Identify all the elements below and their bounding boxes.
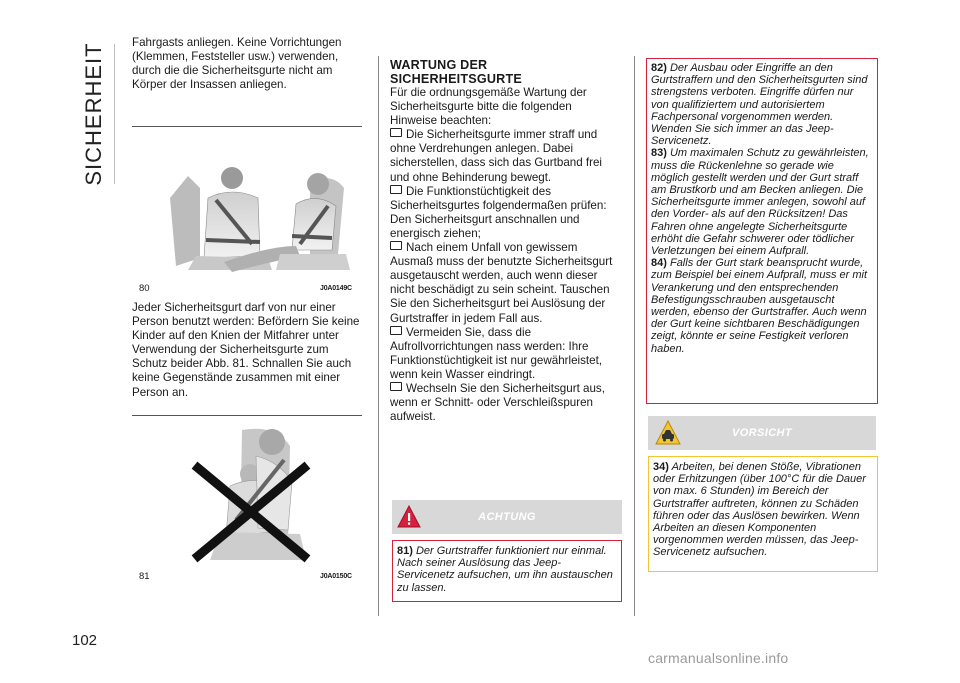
figure-80-image <box>160 158 360 276</box>
bullet-item: Die Funktionstüchtigkeit des Sicherheitsgurtes folgendermaßen prüfen: Den Sicherheitsgurt anschnallen und energisch ziehen; <box>390 184 607 240</box>
col2-intro: Für die ordnungsgemäße Wartung der Sicherheitsgurte bitte die folgenden Hinweise beachten: <box>390 86 587 128</box>
vorsicht-header <box>648 416 876 450</box>
figure-81-image <box>180 420 340 565</box>
achtung-header <box>392 500 622 534</box>
figure-rule <box>132 126 362 127</box>
figure-80-number: 80 <box>139 283 150 294</box>
bullet-item: Die Sicherheitsgurte immer straff und ohne Verdrehungen anlegen. Dabei sicherstellen, dass sich das Gurtband frei und ohne Behinderung bewegt. <box>390 128 603 184</box>
warning-item: 84) Falls der Gurt stark beansprucht wurde, zum Beispiel bei einem Aufprall, muss er mit Verankerung und den entsprechenden Befestigungsschrauben ausgetauscht werden, ebenso der Gurtstraffer. Auch wenn der Gurt keine sichtbaren Beschädigungen zeigt, könnte er seine Festigkeit verloren haben. <box>651 257 868 355</box>
warning-item: 82) Der Ausbau oder Eingriffe an den Gurtstraffern und den Sicherheitsgurten sind strengstens verboten. Eingriffe dürfen nur von qualifiziertem und autorisiertem Fachpersonal vorgenommen werden. Wenden Sie sich immer an das Jeep-Servicenetz. <box>651 62 868 148</box>
prohibited-shared-belt-illustration <box>180 420 340 565</box>
belted-occupants-illustration <box>160 158 360 276</box>
column-divider-1 <box>378 56 379 616</box>
bullet-item: Wechseln Sie den Sicherheitsgurt aus, wenn er Schnitt- oder Verschleißspuren aufweist. <box>390 381 605 424</box>
col1-text2: Jeder Sicherheitsgurt darf von nur einer Person benutzt werden: Befördern Sie keine Kinder auf den Knien der Mitfahrer unter Verwendung der Sicherheitsgurte zum Schutz beider Abb. 81. Schnallen Sie auch keine Gegenstände zusammen mit einer Person an. <box>132 301 360 399</box>
column-divider-2 <box>634 56 635 616</box>
achtung-item: 81) Der Gurtstraffer funktioniert nur einmal. Nach seiner Auslösung das Jeep-Servicenetz aufsuchen, um ihn austauschen zu lassen. <box>397 545 613 594</box>
figure-81-code: J0A0150C <box>320 573 352 580</box>
vorsicht-item: 34) Arbeiten, bei denen Stöße, Vibrationen oder Erhitzungen (über 100°C für die Dauer von max. 6 Stunden) im Bereich der Gurtstraffer auftreten, können zu Schäden führen oder das Auslösen bewirken. Wenn Arbeiten an diesen Komponenten vorgenommen werden müssen, das Jeep-Servicenetz aufsuchen. <box>653 461 866 559</box>
achtung-label: ACHTUNG <box>478 511 536 523</box>
warning-box <box>646 58 878 404</box>
checkbox-bullet-icon <box>390 241 402 250</box>
checkbox-bullet-icon <box>390 185 402 194</box>
vorsicht-label: VORSICHT <box>731 427 793 439</box>
watermark: carmanualsonline.info <box>648 650 789 666</box>
figure-81-number: 81 <box>139 571 150 582</box>
col1-intro: Fahrgasts anliegen. Keine Vorrichtungen (Klemmen, Feststeller usw.) verwenden, durch die die Sicherheitsgurte nicht am Körper der Insassen anliegen. <box>132 36 342 92</box>
achtung-box <box>392 540 622 602</box>
bullet-item: Nach einem Unfall von gewissem Ausmaß muss der benutzte Sicherheitsgurt ausgetauscht werden, auch wenn dieser nicht beschädigt zu sein scheint. Tauschen Sie den Sicherheitsgurt bei Auslösung der Gurtstraffer in jedem Fall aus. <box>390 241 613 325</box>
bullet-item: Vermeiden Sie, dass die Aufrollvorrichtungen nass werden: Ihre Funktionstüchtigkeit ist nur gewährleistet, wenn kein Wasser eindringt. <box>390 325 603 381</box>
vorsicht-box <box>648 456 878 572</box>
figure-rule-2 <box>132 415 362 416</box>
page-number: 102 <box>72 632 98 649</box>
checkbox-bullet-icon <box>390 382 402 391</box>
figure-80-code: J0A0149C <box>320 285 352 292</box>
section-heading: WARTUNG DER SICHERHEITSGURTE <box>390 58 522 86</box>
warning-item: 83) Um maximalen Schutz zu gewährleisten, muss die Rückenlehne so gerade wie möglich gestellt werden und der Gurt straff am Brustkorb und am Becken anliegen. Die Sicherheitsgurte immer anlegen, sowohl auf den Vorder- als auf den Rücksitzen! Das Fahren ohne angelegte Sicherheitsgurte erhöht die Gefahr schwerer oder tödlicher Verletzungen bei einem Aufprall. <box>651 147 869 258</box>
section-rule <box>114 44 115 184</box>
checkbox-bullet-icon <box>390 326 402 335</box>
checkbox-bullet-icon <box>390 128 402 137</box>
col2-body <box>390 58 622 424</box>
section-title: SICHERHEIT <box>81 42 106 186</box>
